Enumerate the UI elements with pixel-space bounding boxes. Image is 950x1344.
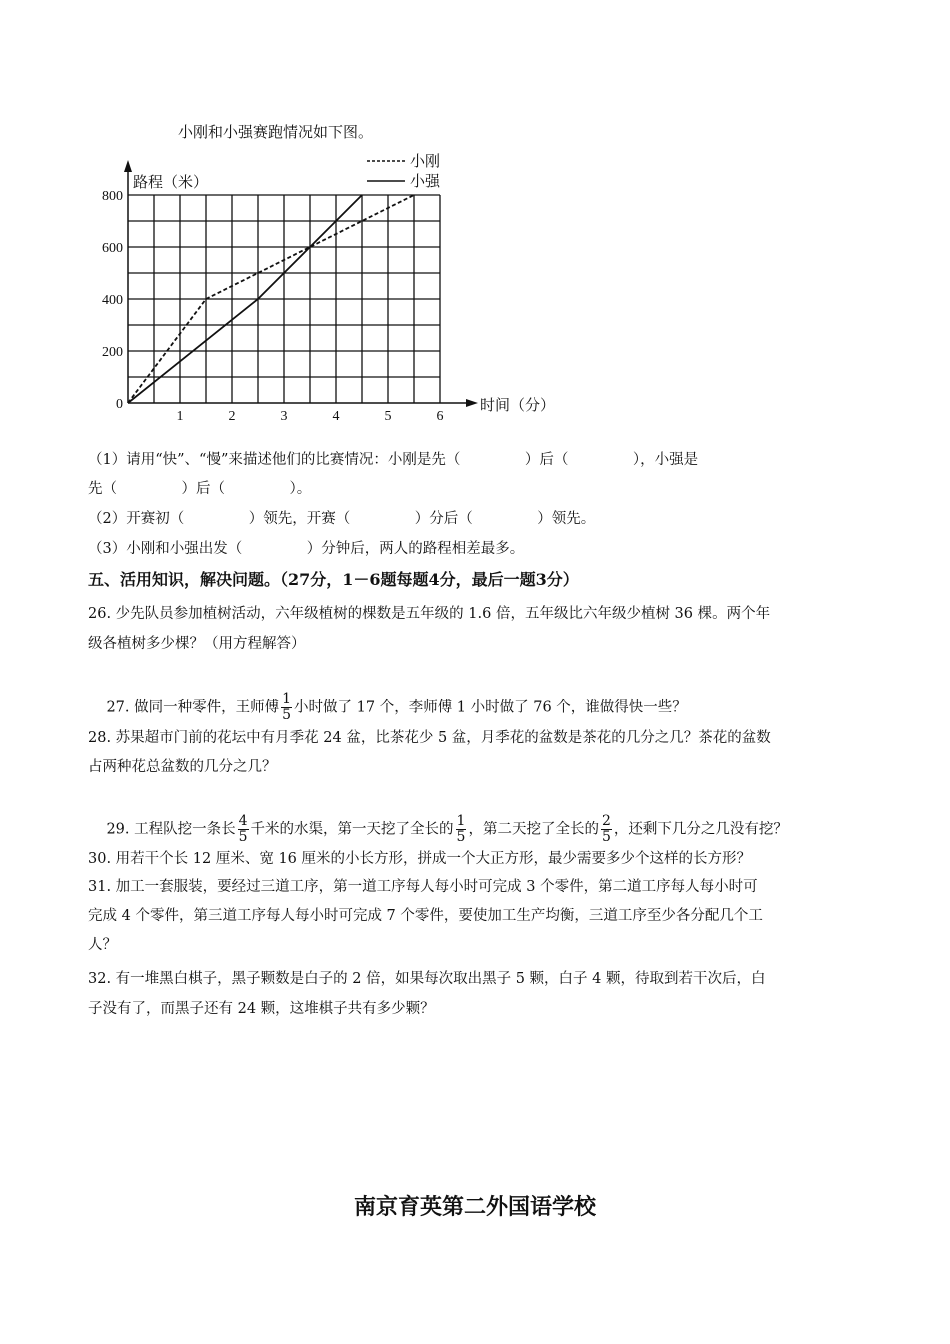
problem-27-text-start: 27. 做同一种零件，王师傅 bbox=[106, 699, 280, 716]
x-tick-label: 5 bbox=[384, 409, 392, 424]
legend bbox=[367, 152, 441, 190]
y-axis-arrow-icon bbox=[124, 160, 132, 172]
x-tick-label: 1 bbox=[176, 409, 184, 424]
fraction: $\frac{2}{5}$ bbox=[601, 813, 611, 845]
legend-label-xiaogang: 小刚 bbox=[410, 154, 441, 170]
problem-29-text-mid-1: 千米的水渠，第一天挖了全长的 bbox=[250, 821, 454, 838]
problem-26-line-1: 26. 少先队员参加植树活动，六年级植树的棵数是五年级的 1.6 倍，五年级比六年级少植树 36 棵。两个年 bbox=[88, 606, 771, 622]
fraction: $\frac{4}{5}$ bbox=[238, 813, 248, 845]
problem-26-line-2: 级各植树多少棵？（用方程解答） bbox=[88, 636, 306, 652]
chart-title: 小刚和小强赛跑情况如下图。 bbox=[178, 125, 374, 141]
problem-29-text-mid-2: ，第二天挖了全长的 bbox=[468, 821, 599, 838]
question-3: （3）小刚和小强出发（ ）分钟后，两人的路程相差最多。 bbox=[88, 541, 525, 557]
x-tick-label: 2 bbox=[228, 409, 236, 424]
x-axis-label: 时间（分） bbox=[480, 398, 556, 414]
problem-31-line-3: 人？ bbox=[88, 937, 117, 953]
x-tick-label: 6 bbox=[436, 409, 444, 424]
problem-32-line-1: 32. 有一堆黑白棋子，黑子颗数是白子的 2 倍，如果每次取出黑子 5 颗，白子 4 颗，待取到若干次后，白 bbox=[88, 971, 766, 987]
problem-28-line-1: 28. 苏果超市门前的花坛中有月季花 24 盆，比茶花少 5 盆，月季花的盆数是茶花的几分之几？茶花的盆数 bbox=[88, 730, 771, 746]
question-1-line-2: 先（ ）后（ ）。 bbox=[88, 481, 312, 497]
problem-29-text-start: 29. 工程队挖一条长 bbox=[106, 821, 236, 838]
problem-29-text-end: ，还剩下几分之几没有挖？ bbox=[613, 821, 788, 838]
y-tick-label: 600 bbox=[102, 241, 123, 256]
y-tick-label: 200 bbox=[102, 345, 123, 360]
x-tick-label: 4 bbox=[332, 409, 340, 424]
x-tick-label: 3 bbox=[280, 409, 288, 424]
problem-27-text-end: 小时做了 17 个，李师傅 1 小时做了 76 个，谁做得快一些？ bbox=[294, 699, 687, 716]
fraction: $\frac{1}{5}$ bbox=[456, 813, 466, 845]
y-tick-label: 0 bbox=[116, 397, 123, 412]
chart-axes bbox=[102, 160, 478, 424]
problem-31-line-1: 31. 加工一套服装，要经过三道工序，第一道工序每人每小时可完成 3 个零件，第二道工序每人每小时可 bbox=[88, 879, 758, 895]
problem-32-line-2: 子没有了，而黑子还有 24 颗，这堆棋子共有多少颗？ bbox=[88, 1001, 435, 1017]
problem-31-line-2: 完成 4 个零件，第三道工序每人每小时可完成 7 个零件，要使加工生产均衡，三道工序至少各分配几个工 bbox=[88, 908, 763, 924]
y-tick-label: 400 bbox=[102, 293, 123, 308]
x-axis-arrow-icon bbox=[466, 399, 478, 407]
chart-grid bbox=[128, 195, 440, 403]
fraction: $\frac{1}{5}$ bbox=[282, 691, 292, 723]
school-name-title: 南京育英第二外国语学校 bbox=[353, 1194, 596, 1220]
problem-30: 30. 用若干个长 12 厘米、宽 16 厘米的小长方形，拼成一个大正方形，最少需要多少个这样的长方形？ bbox=[88, 851, 752, 867]
question-2: （2）开赛初（ ）领先，开赛（ ）分后（ ）领先。 bbox=[88, 511, 596, 527]
section-heading: 五、活用知识，解决问题。（27分，1－6题每题4分，最后一题3分） bbox=[88, 570, 579, 589]
question-1-line-1: （1）请用“快”、“慢”来描述他们的比赛情况：小刚是先（ ）后（ ），小强是 bbox=[88, 452, 699, 468]
y-tick-label: 800 bbox=[102, 189, 123, 204]
race-line-chart bbox=[0, 0, 950, 440]
legend-label-xiaoqiang: 小强 bbox=[410, 174, 441, 190]
y-axis-label: 路程（米） bbox=[133, 175, 209, 191]
problem-28-line-2: 占两种花总盆数的几分之几？ bbox=[88, 759, 277, 775]
